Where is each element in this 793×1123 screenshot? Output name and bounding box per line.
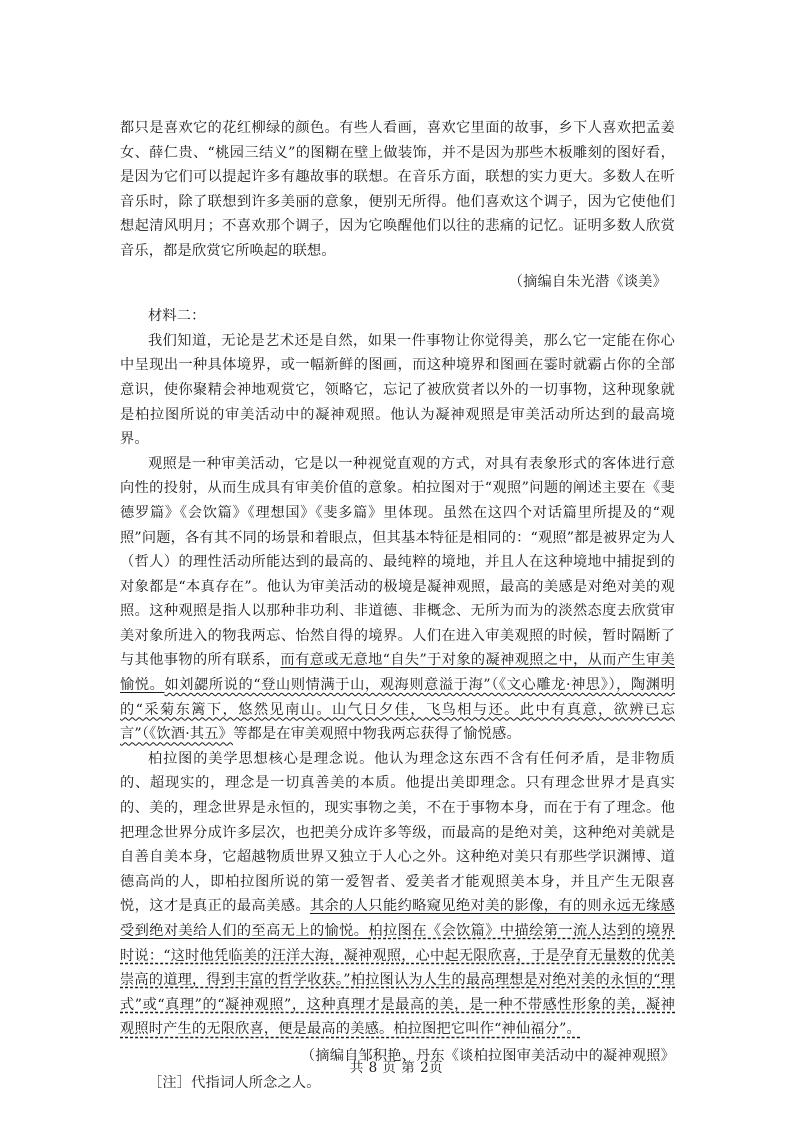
material1-paragraph: 都只是喜欢它的花红柳绿的颜色。有些人看画，喜欢它里面的故事，乡下人喜欢把孟姜女、薛仁贵、“桃园三结义”的图糊在壁上做装饰，并不是因为那些木板雕刻的图好看，是因为它们可以提起许多有趣故事的联想。在音乐方面，联想的实力更大。多数人在听音乐时，除了联想到许多美丽的意象，便别无所得。他们喜欢这个调子，因为它使他们想起清风明月；不喜欢那个调子，因为它唤醒他们以往的悲痛的记忆。证明多数人欣赏音乐，都是欣赏它所唤起的联想。 bbox=[120, 120, 675, 259]
material2-paragraph-1: 我们知道，无论是艺术还是自然，如果一件事物让你觉得美，那么它一定能在你心中呈现出一种具体境界，或一幅新鲜的图画，而这种境界和图画在霎时就霸占你的全部意识，使你聚精会神地观赏它，领略它，忘记了被欣赏者以外的一切事物，这种现象就是柏拉图所说的审美活动中的凝神观照。他认为凝神观照是审美活动所达到的最高境界。 bbox=[120, 332, 675, 448]
paragraph-3-text-a: 柏拉图的美学思想核心是理念说。他认为理念这东西不含有任何矛盾，是非物质的、超现实的，理念是一切真善美的本质。他提出美即理念。只有理念世界才是真实的、美的，理念世界是永恒的，现实事物之美，不在于事物本身，而在于有了理念。他把理念世界分成许多层次，也把美分成许多等级，而最高的是绝对美，这种绝对美就是自善自美本身，它超越物质世界又独立于人心之外。这种绝对美只有那些学识渊博、道德高尚的人，即柏拉图所说的第一爱智者、爱美者才能观照美本身，并且产生无限喜悦，这才是真正的最高美感。 bbox=[120, 750, 675, 915]
material2-source: （摘编自邹积艳、丹东《谈柏拉图审美活动中的凝神观照》 bbox=[300, 1047, 675, 1064]
underlined-sentence: 而有意或无意地“自失”于对象的凝神观照之中，从而产生审美愉悦。 bbox=[120, 652, 676, 694]
wavy-underlined-sentence: 如刘勰所说的“登山则情满于山，观海则意溢于海”（《文心雕龙·神思》），陶渊明的“采菊东篱下，悠然见南山。山气日夕佳，飞鸟相与还。此中有真意，欲辨已忘言”（《饮酒·其五》 bbox=[120, 677, 676, 743]
material2-paragraph-3 bbox=[120, 747, 675, 1042]
material2-paragraph-2 bbox=[120, 452, 675, 747]
footnote: ［注］代指词人所念之人。 bbox=[148, 1074, 321, 1091]
paragraph-2-text-a: 观照是一种审美活动，它是以一种视觉直观的方式，对具有表象形式的客体进行意向性的投射，从而生成具有审美价值的意象。柏拉图对于“观照”问题的阐述主要在《斐德罗篇》《会饮篇》《理想国》《斐多篇》里体现。虽然在这四个对话篇里所提及的“观照”问题，各有其不同的场景和着眼点，但其基本特征是相同的：“观照”都是被界定为人（哲人）的理性活动所能达到的最高的、最纯粹的境地，并且人在这种境地中捕捉到的对象都是“本真存在”。他认为审美活动的极境是凝神观照，最高的美感是对绝对美的观照。这种观照是指人以那种非功利、非道德、非概念、无所为而为的淡然态度去欣赏审美对象所进入的物我两忘、怡然自得的境界。人们在进入审美观照的时候，暂时隔断了与其他事物的所有联系， bbox=[120, 455, 675, 669]
underlined-sentence-2: 其余的人只能约略窥见绝对美的影像，有的则永远无缘感受到绝对美给人们的至高无上的愉悦。 bbox=[120, 898, 675, 939]
paragraph-2-text-b: 等都是在审美观照中物我两忘获得了愉悦感。 bbox=[233, 726, 521, 743]
material1-source: （摘编自朱光潜《谈美》 bbox=[508, 273, 667, 290]
material2-label: 材料二： bbox=[148, 308, 206, 325]
paragraph-3-text-b: 柏拉图在《会饮篇》中描绘第一流人达到的境界时说：“这时他凭临美的汪洋大海，凝神观照，心中起无限欣喜，于是孕育无量数的优美崇高的道理，得到丰富的哲学收获。”柏拉图认为人生的最高理想是对绝对美的永恒的“理式”或“真理”的“凝神观照”，这种真理才是最高的美，是一种不带感性形象的美，凝神观照时产生的无限欣喜，便是最高的美感。柏拉图把它叫作“神仙福分”。 bbox=[120, 923, 675, 1038]
page-body bbox=[120, 116, 675, 1095]
page-number-footer: 共 8 页 第 2页 bbox=[349, 1060, 444, 1076]
